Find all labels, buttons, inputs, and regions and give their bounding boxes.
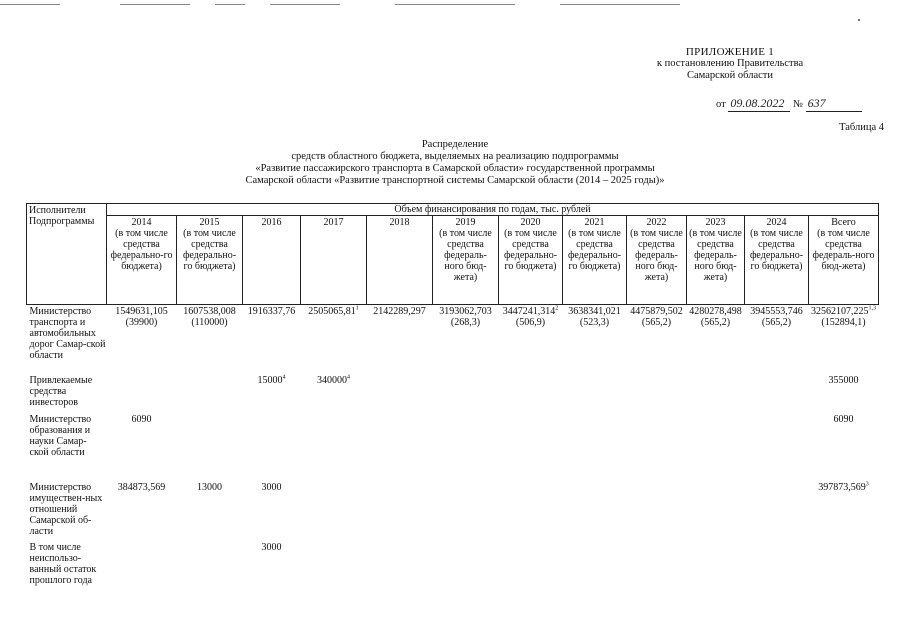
executor-cell: Министерство транспорта и автомобильных дорог Самар-ской области [29,306,106,361]
amount-cell [107,481,177,541]
amount-value: 340000 [317,375,347,386]
year-label: 2014 [131,217,152,228]
year-label: 2019 [455,217,476,228]
amount-cell [563,541,627,593]
amount-value: 2505065,81 [308,306,356,317]
amount-cell [563,305,627,375]
amount-cell [627,413,687,481]
appendix-title: ПРИЛОЖЕНИЕ 1 [685,46,775,58]
amount-cell [687,481,745,541]
executor-cell: Министерство образования и науки Самар-ской области [29,414,92,458]
scan-edge-line [0,4,60,5]
table-header-group-row [27,204,879,216]
amount-cell [499,305,563,375]
amount-value: 355000 [828,375,859,386]
amount-cell [107,374,177,413]
amount-cell [627,305,687,375]
amount-cell [809,481,879,541]
amount-cell [745,481,809,541]
year-header-cell [433,216,499,305]
footnote-marker: 1 [355,305,359,312]
amount-cell [809,374,879,413]
amount-cell [301,305,367,375]
from-label: от [716,99,726,110]
executor-cell: Привлекаемые средства инвесторов [29,375,93,408]
amount-value: 384873,569 [117,482,166,493]
amount-cell [499,374,563,413]
amount-value: 6090 [833,414,854,425]
amount-cell [627,374,687,413]
appendix-line-1: к постановлению Правительства [656,58,804,69]
amount-value: 3000 [261,542,282,553]
scan-edge-line [215,4,245,5]
amount-cell [177,374,243,413]
amount-value: 1607538,008 [183,306,236,317]
year-header-cell [499,216,563,305]
amount-cell [499,481,563,541]
amount-cell [301,374,367,413]
executor-cell: Министерство имуществен-ных отношений Самарской об-ласти [29,482,103,537]
scan-edge-line [560,4,680,5]
year-label: 2021 [584,217,605,228]
amount-cell [367,413,433,481]
amount-cell [433,305,499,375]
financing-group-header: Объем финансирования по годам, тыс. рублей [107,204,879,216]
amount-value: 13000 [197,482,222,493]
amount-cell [367,481,433,541]
scan-speck [858,19,860,21]
heading-line-1: Распределение [421,139,489,150]
amount-value: 3000 [261,482,282,493]
amount-cell [433,481,499,541]
amount-cell [745,374,809,413]
amount-cell [809,305,879,375]
number-label: № [792,99,803,110]
year-note: (в том числе средства федераль-ного бюд-жета) [689,228,742,283]
amount-cell [107,413,177,481]
federal-amount: (39900) [125,317,158,328]
scan-edge-line [270,4,340,5]
amount-value: 397873,569 [818,482,866,493]
amount-cell [243,374,301,413]
amount-value: 6090 [131,414,152,425]
year-label: 2023 [705,217,726,228]
amount-cell [301,413,367,481]
table-row [27,305,879,375]
federal-amount: (565,2) [641,317,672,328]
year-note: (в том числе средства федераль-ного бюд-жета) [812,228,875,272]
year-header-cell [367,216,433,305]
year-note: (в том числе средства федераль-ного бюд-жета) [630,228,683,283]
year-label: 2016 [261,217,282,228]
federal-amount: (565,2) [700,317,731,328]
amount-value: 4475879,502 [630,306,683,317]
year-header-cell [745,216,809,305]
amount-value: 4280278,498 [689,306,742,317]
amount-value: 15000 [257,375,283,386]
amount-cell [687,374,745,413]
executor-header: Исполнители Подпрограммы [27,204,107,305]
year-header-row [27,216,879,305]
amount-cell [367,305,433,375]
federal-amount: (565,2) [761,317,792,328]
footnote-marker: 1,3 [868,305,876,312]
amount-cell [301,481,367,541]
appendix-block [630,46,830,82]
amount-cell [243,413,301,481]
footnote-marker: 2 [555,305,559,312]
table-row [27,413,879,481]
footnote-marker: 4 [282,374,286,381]
year-label: 2022 [646,217,667,228]
federal-amount: (268,3) [450,317,481,328]
federal-amount: (110000) [191,317,228,328]
year-header-cell [107,216,177,305]
year-header-cell [177,216,243,305]
table-row [27,374,879,413]
federal-amount: (523,3) [579,317,610,328]
amount-cell [627,541,687,593]
scan-edge-line [120,4,190,5]
amount-cell [687,413,745,481]
amount-cell [809,541,879,593]
year-note: (в том числе средства федераль-ного бюд-жета) [439,228,492,283]
amount-cell [687,541,745,593]
year-label: 2015 [199,217,220,228]
amount-cell [433,374,499,413]
amount-value: 3193062,703 [439,306,492,317]
table-row [27,541,879,593]
year-note: (в том числе средства федерально-го бюджета) [110,228,173,272]
amount-cell [499,413,563,481]
footnote-marker: 4 [347,374,350,381]
amount-cell [243,305,301,375]
financing-table [26,203,879,593]
year-header-cell [687,216,745,305]
amount-value: 3638341,021 [568,306,621,317]
year-header-cell [627,216,687,305]
amount-cell [809,413,879,481]
amount-cell [563,481,627,541]
handwritten-date: 09.08.2022 [728,96,790,112]
table-number: Таблица 4 [839,122,884,133]
footnote-marker: 3 [865,481,869,488]
amount-value: 3447241,314 [502,306,556,317]
federal-amount: (152894,1) [821,317,866,328]
year-label: 2018 [389,217,410,228]
year-note: (в том числе средства федерально-го бюджета) [182,228,237,272]
amount-cell [433,413,499,481]
amount-cell [243,481,301,541]
resolution-signature [716,96,862,112]
amount-value: 1549631,105 [115,306,168,317]
year-note: (в том числе средства федерально-го бюджета) [749,228,804,272]
federal-amount: (506,9) [515,317,546,328]
year-header-cell [301,216,367,305]
amount-cell [627,481,687,541]
amount-cell [687,305,745,375]
amount-cell [563,413,627,481]
amount-cell [745,305,809,375]
year-note: (в том числе средства федерально-го бюджета) [503,228,558,272]
amount-cell [367,541,433,593]
amount-value: 3945553,746 [750,306,803,317]
handwritten-number: 637 [806,96,862,112]
year-label: 2024 [766,217,787,228]
year-header-cell [243,216,301,305]
heading-line-4: Самарской области «Развитие транспортной системы Самарской области (2014 – 2025 годы)» [245,175,665,186]
amount-cell [177,481,243,541]
amount-cell [301,541,367,593]
amount-cell [433,541,499,593]
year-note: (в том числе средства федерально-го бюджета) [567,228,622,272]
heading-line-3: «Развитие пассажирского транспорта в Самарской области» государственной программы [255,163,655,174]
amount-cell [243,541,301,593]
amount-cell [107,305,177,375]
amount-value: 1916337,76 [247,306,296,317]
amount-cell [745,541,809,593]
executor-cell: В том числе неиспользо-ванный остаток прошлого года [29,542,97,586]
amount-cell [563,374,627,413]
scan-edge-line [395,4,515,5]
amount-cell [177,413,243,481]
amount-value: 2142289,297 [373,306,426,317]
year-label: 2020 [520,217,541,228]
appendix-line-2: Самарской области [687,70,773,81]
document-heading [190,139,720,187]
amount-value: 32562107,225 [811,306,869,317]
amount-cell [177,305,243,375]
year-header-cell [809,216,879,305]
heading-line-2: средств областного бюджета, выделяемых на реализацию подпрограммы [291,151,619,162]
table-body [27,305,879,594]
amount-cell [177,541,243,593]
year-header-cell [563,216,627,305]
amount-cell [367,374,433,413]
year-label: 2017 [323,217,344,228]
year-label: Всего [831,217,856,228]
amount-cell [745,413,809,481]
amount-cell [107,541,177,593]
table-row [27,481,879,541]
amount-cell [499,541,563,593]
